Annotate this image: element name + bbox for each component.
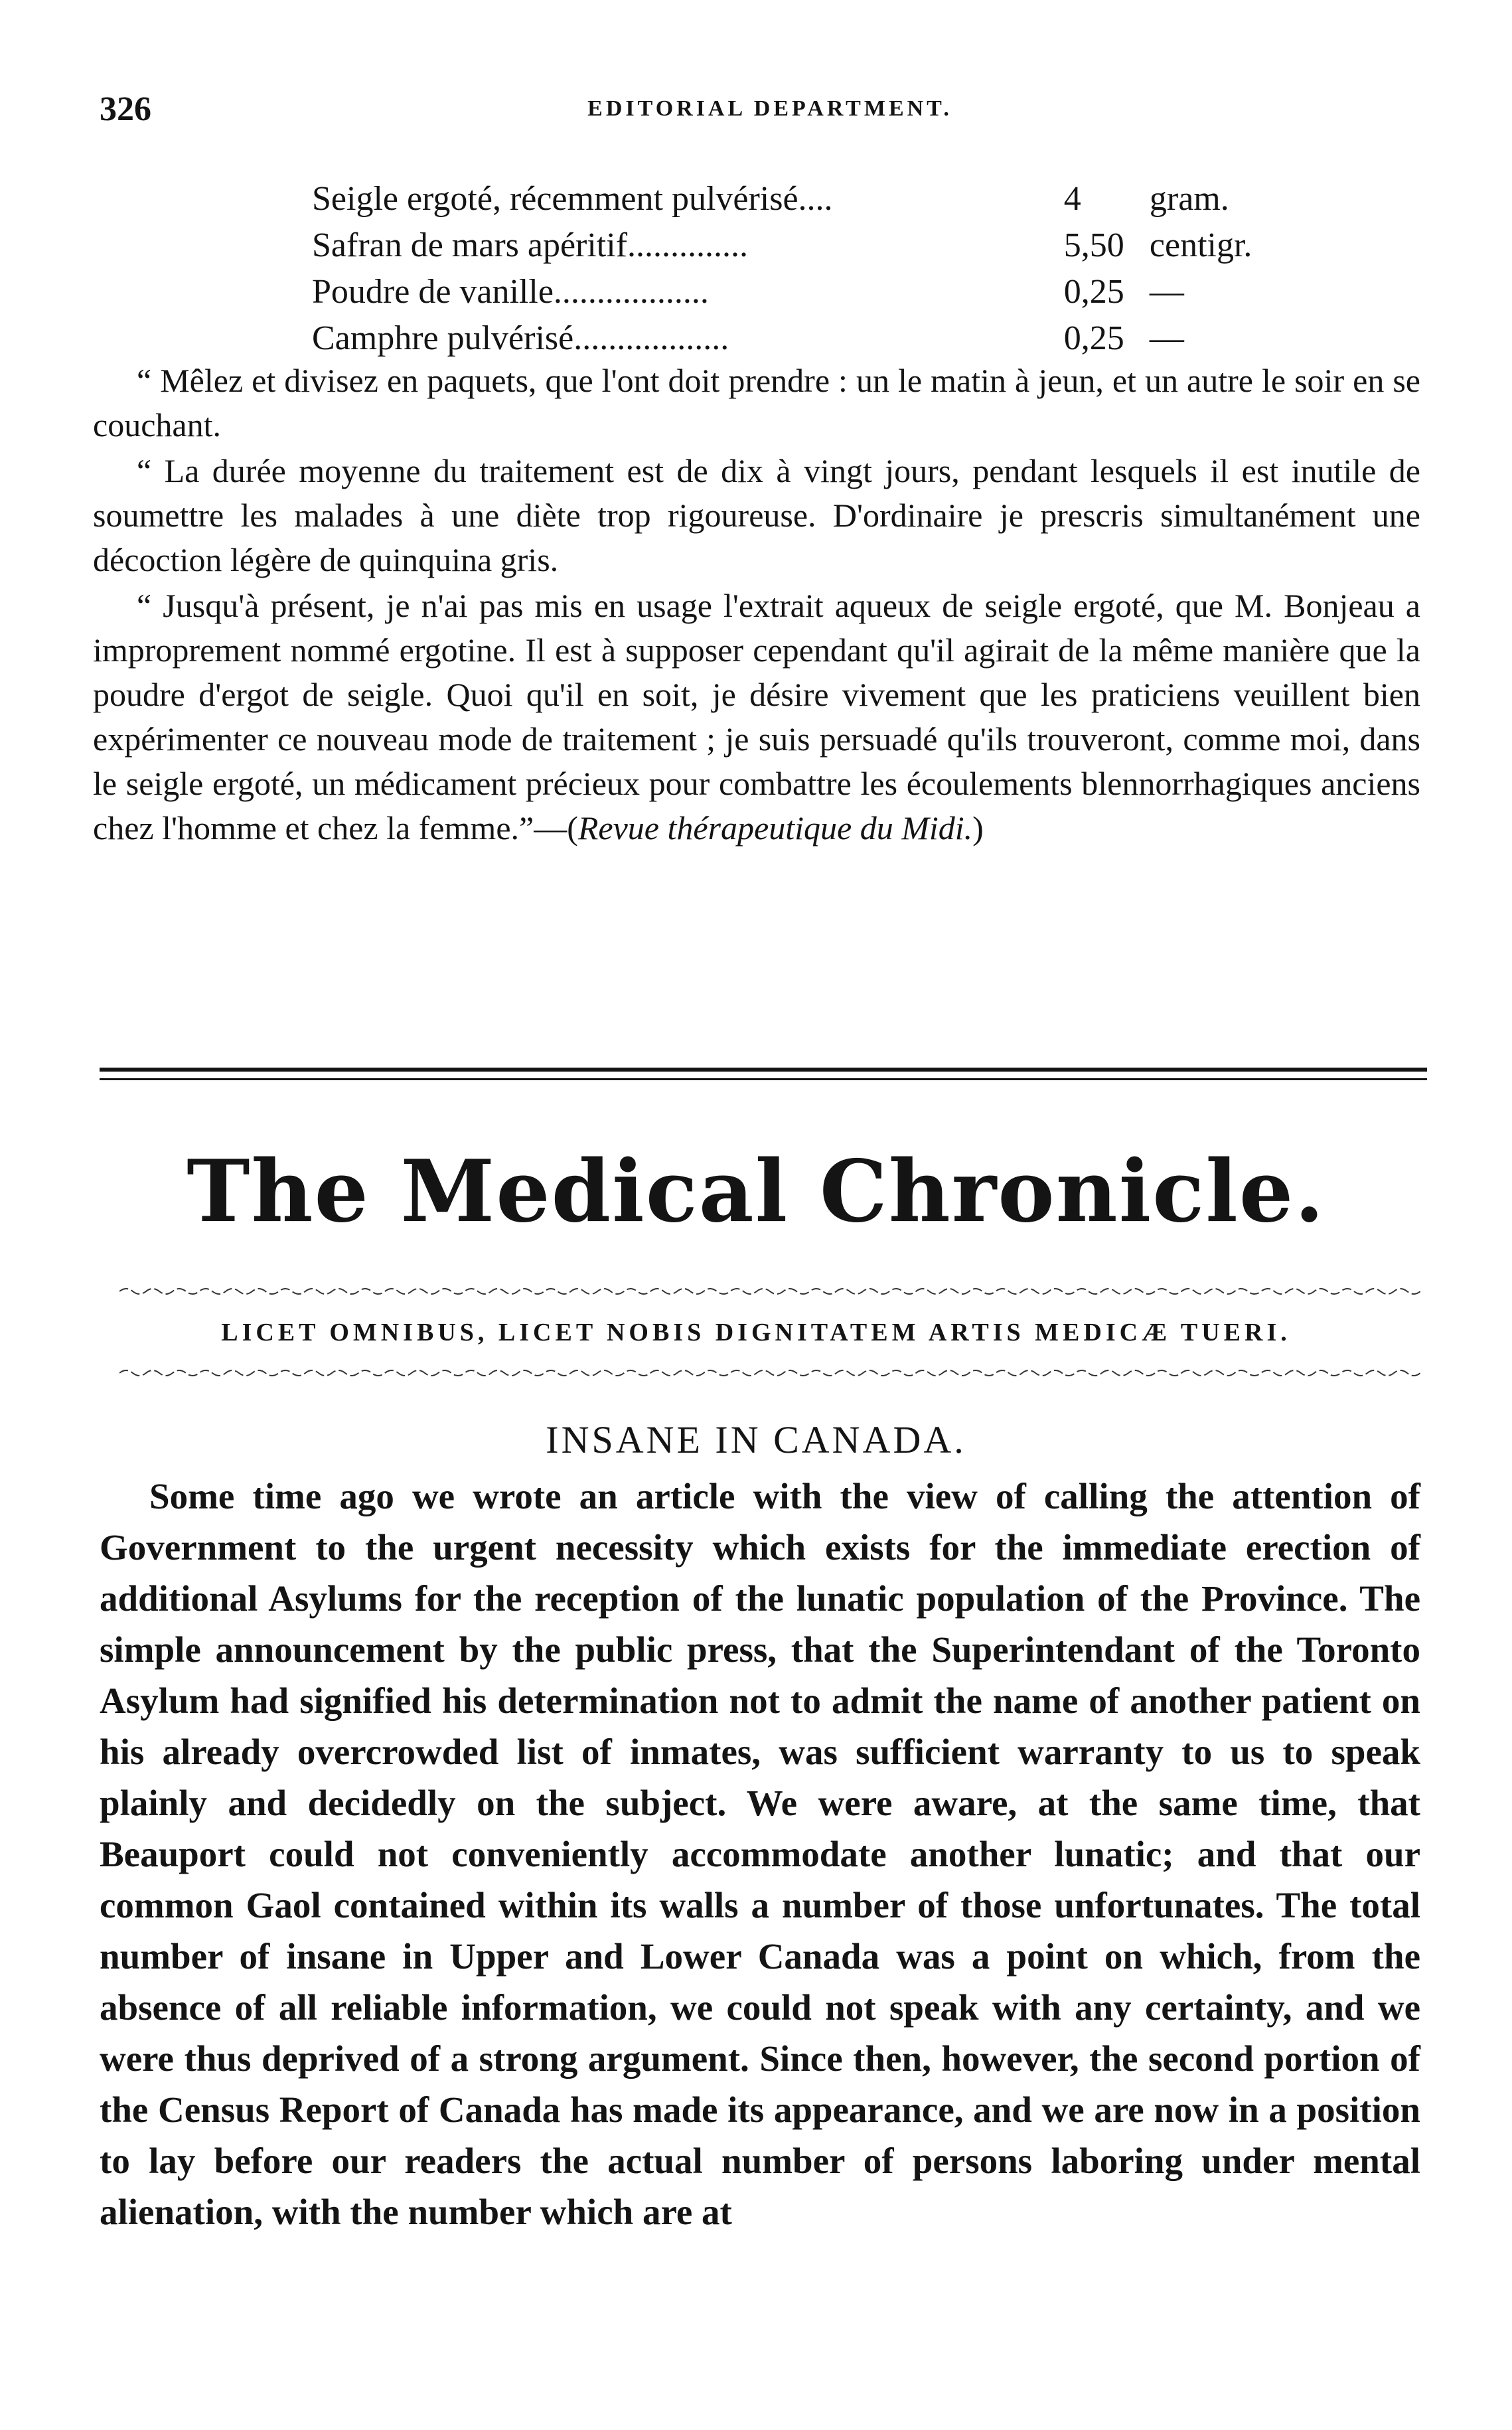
prescription-row <box>312 179 1347 226</box>
ingredient-name: Safran de mars apéritif.............. <box>312 226 749 264</box>
paragraph: “ Mêlez et divisez en paquets, que l'ont doit prendre : un le matin à jeun, et un autre le soir en se couchant. <box>93 362 1420 444</box>
ingredient-unit: — <box>1149 273 1184 311</box>
ingredient-unit: centigr. <box>1149 226 1252 264</box>
ornamental-rule-upper <box>119 1285 1420 1298</box>
running-head <box>100 90 1440 129</box>
source-citation: Revue thérapeutique du Midi. <box>577 809 973 847</box>
ingredient-name: Camphre pulvérisé.................. <box>312 319 729 357</box>
article-title: INSANE IN CANADA. <box>546 1418 966 1461</box>
ingredient-quantity: 5,50 <box>1063 226 1124 264</box>
ingredient-unit: gram. <box>1149 180 1229 218</box>
paragraph <box>93 584 1420 850</box>
ingredient-name: Seigle ergoté, récemment pulvérisé.... <box>312 180 833 218</box>
masthead-motto: LICET OMNIBUS, LICET NOBIS DIGNITATEM ARTIS MEDICÆ TUERI. <box>221 1319 1291 1346</box>
prescription-row <box>312 226 1347 272</box>
section-rule-top <box>100 1068 1427 1072</box>
paragraph: Some time ago we wrote an article with the view of calling the attention of Government to the urgent necessity which exists for the immediate erection of additional Asylums for the reception of the lunatic population of the Province. The simple announcement by the public press, that the Superintendant of the Toronto Asylum had signified his determination not to admit the name of another patient on his already overcrowded list of inmates, was sufficient warranty to us to speak plainly and decidedly on the subject. We were aware, at the same time, that Beauport could not conveniently accommodate another lunatic; and that our common Gaol contained within its walls a number of those unfortunates. The total number of insane in Upper and Lower Canada was a point on which, from the absence of all reliable information, we could not speak with any certainty, and we were thus deprived of a strong argument. Since then, however, the second portion of the Census Report of Canada has made its appearance, and we are now in a position to lay before our readers the actual number of persons laboring under mental alienation, with the number which are at <box>100 1476 1420 2232</box>
ingredient-unit: — <box>1149 319 1184 357</box>
paragraph: “ La durée moyenne du traitement est de dix à vingt jours, pendant lesquels il est inutile de soumettre les malades à une diète trop rigoureuse. D'ordinaire je prescris simultanément une décoction légère de quinquina gris. <box>93 452 1420 578</box>
closing-paren: ) <box>972 809 984 847</box>
prescription-list <box>312 179 1347 365</box>
ornamental-rule-lower <box>119 1366 1420 1380</box>
prescription-row <box>312 272 1347 319</box>
ingredient-name: Poudre de vanille.................. <box>312 273 709 311</box>
paragraph-text: “ Jusqu'à présent, je n'ai pas mis en usage l'extrait aqueux de seigle ergoté, que M. Bonjeau a improprement nommé ergotine. Il est à supposer cependant qu'il agirait de la même manière que la poudre d'ergot de seigle. Quoi qu'il en soit, je désire vivement que les praticiens veuillent bien expérimenter ce nouveau mode de traitement ; je suis persuadé qu'ils trouveront, comme moi, dans le seigle ergoté, un médicament précieux pour combattre les écoulements blennorrhagiques anciens chez l'homme et chez la femme.”—( <box>93 587 1420 847</box>
page-number: 326 <box>100 90 151 128</box>
section-rule-bottom <box>100 1078 1427 1080</box>
masthead-title: The Medical Chronicle. <box>187 1142 1325 1242</box>
article-body <box>100 1471 1420 2237</box>
french-quotation <box>93 359 1420 850</box>
ingredient-quantity: 4 <box>1063 180 1081 218</box>
ingredient-quantity: 0,25 <box>1063 273 1124 311</box>
running-head-title: EDITORIAL DEPARTMENT. <box>587 96 952 121</box>
ingredient-quantity: 0,25 <box>1063 319 1124 357</box>
